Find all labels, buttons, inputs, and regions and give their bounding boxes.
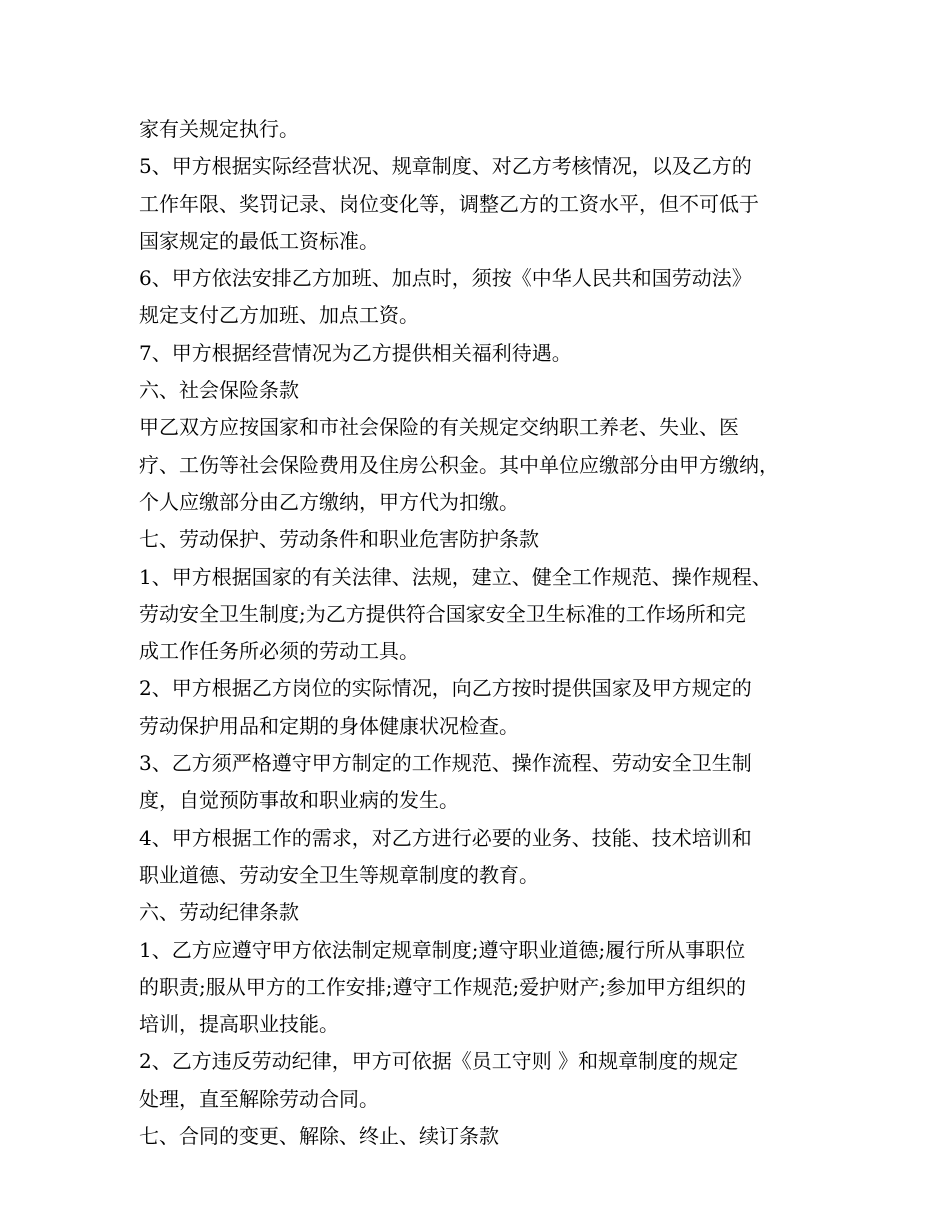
section-heading: 六、劳动纪律条款: [139, 900, 299, 925]
text-line: 劳动保护用品和定期的身体健康状况检查。: [139, 713, 519, 738]
section-heading: 七、合同的变更、解除、终止、续订条款: [139, 1124, 499, 1149]
section-heading: 六、社会保险条款: [139, 378, 299, 403]
section-heading: 七、劳动保护、劳动条件和职业危害防护条款: [139, 527, 539, 552]
text-line: 成工作任务所必须的劳动工具。: [139, 639, 419, 664]
text-line: 国家规定的最低工资标准。: [139, 228, 379, 253]
text-line: 6、甲方依法安排乙方加班、加点时，须按《中华人民共和国劳动法》: [139, 266, 752, 291]
text-line: 7、甲方根据经营情况为乙方提供相关福利待遇。: [139, 340, 572, 365]
text-line: 工作年限、奖罚记录、岗位变化等，调整乙方的工资水平，但不可低于: [139, 191, 759, 216]
text-line: 个人应缴部分由乙方缴纳，甲方代为扣缴。: [139, 489, 519, 514]
text-line: 职业道德、劳动安全卫生等规章制度的教育。: [139, 862, 539, 887]
text-line: 甲乙双方应按国家和市社会保险的有关规定交纳职工养老、失业、医: [139, 415, 739, 440]
text-line: 3、乙方须严格遵守甲方制定的工作规范、操作流程、劳动安全卫生制: [139, 751, 752, 776]
text-line: 培训，提高职业技能。: [139, 1012, 339, 1037]
document-body: [139, 111, 829, 1155]
text-line: 劳动安全卫生制度;为乙方提供符合国家安全卫生标准的工作场所和完: [139, 601, 746, 626]
text-line: 1、乙方应遵守甲方依法制定规章制度;遵守职业道德;履行所从事职位: [139, 937, 746, 962]
text-line: 1、甲方根据国家的有关法律、法规，建立、健全工作规范、操作规程、: [139, 564, 772, 589]
text-line: 度，自觉预防事故和职业病的发生。: [139, 788, 459, 813]
text-line: 处理，直至解除劳动合同。: [139, 1086, 379, 1111]
text-line: 2、乙方违反劳动纪律，甲方可依据《员工守则 》和规章制度的规定: [139, 1049, 739, 1074]
text-line: 5、甲方根据实际经营状况、规章制度、对乙方考核情况，以及乙方的: [139, 154, 752, 179]
text-line: 2、甲方根据乙方岗位的实际情况，向乙方按时提供国家及甲方规定的: [139, 676, 752, 701]
text-line: 4、甲方根据工作的需求，对乙方进行必要的业务、技能、技术培训和: [139, 825, 752, 850]
text-line: 的职责;服从甲方的工作安排;遵守工作规范;爱护财产;参加甲方组织的: [139, 974, 746, 999]
text-line: 规定支付乙方加班、加点工资。: [139, 303, 419, 328]
text-line: 家有关规定执行。: [139, 117, 299, 141]
text-line: 疗、工伤等社会保险费用及住房公积金。其中单位应缴部分由甲方缴纳，: [139, 452, 779, 477]
